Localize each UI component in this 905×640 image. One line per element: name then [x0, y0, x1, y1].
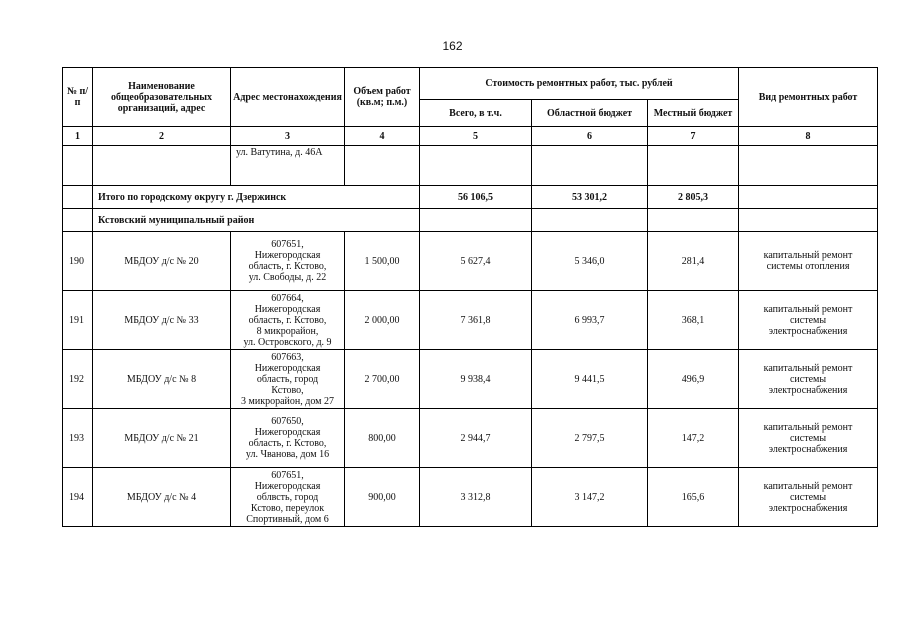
cost-total: 2 944,7: [420, 409, 532, 468]
total-local: 2 805,3: [648, 186, 739, 209]
table-row: [63, 291, 878, 350]
table-row: [63, 350, 878, 409]
cost-regional: 3 147,2: [532, 468, 648, 527]
cost-regional: 5 346,0: [532, 232, 648, 291]
header-cost-group: Стоимость ремонтных работ, тыс. рублей: [420, 68, 739, 100]
work-volume: 900,00: [345, 468, 420, 527]
header-total: Всего, в т.ч.: [420, 100, 532, 127]
total-regional: 53 301,2: [532, 186, 648, 209]
district-label: Кстовский муниципальный район: [93, 209, 420, 232]
continuation-address: ул. Ватутина, д. 46А: [231, 146, 345, 186]
header-num: № п/п: [63, 68, 93, 127]
work-cell: капитальный ремонт системы электроснабжения: [739, 350, 878, 409]
col-number: 3: [231, 127, 345, 146]
org-name: МБДОУ д/с № 4: [93, 468, 231, 527]
address-cell: 607663, Нижегородская область, город Кстово, 3 микрорайон, дом 27: [231, 350, 345, 409]
work-volume: 1 500,00: [345, 232, 420, 291]
cost-total: 7 361,8: [420, 291, 532, 350]
total-row: [63, 186, 878, 209]
cost-local: 496,9: [648, 350, 739, 409]
address-cell: 607651, Нижегородская облвсть, город Кстово, переулок Спортивный, дом 6: [231, 468, 345, 527]
org-name: МБДОУ д/с № 21: [93, 409, 231, 468]
work-cell: капитальный ремонт системы отопления: [739, 232, 878, 291]
address-cell: 607664, Нижегородская область, г. Кстово, 8 микрорайон, ул. Островского, д. 9: [231, 291, 345, 350]
table-row: [63, 468, 878, 527]
work-volume: 2 000,00: [345, 291, 420, 350]
total-label: Итого по городскому округу г. Дзержинск: [93, 186, 420, 209]
row-number: 192: [63, 350, 93, 409]
header-name: Наименование общеобразовательных организаций, адрес: [93, 68, 231, 127]
org-name: МБДОУ д/с № 33: [93, 291, 231, 350]
cost-regional: 6 993,7: [532, 291, 648, 350]
work-cell: капитальный ремонт системы электроснабжения: [739, 409, 878, 468]
cost-regional: 9 441,5: [532, 350, 648, 409]
data-rows: [63, 232, 878, 527]
col-number: 8: [739, 127, 878, 146]
district-row: [63, 209, 878, 232]
cost-total: 5 627,4: [420, 232, 532, 291]
org-name: МБДОУ д/с № 8: [93, 350, 231, 409]
header-work-type: Вид ремонтных работ: [739, 68, 878, 127]
cost-local: 165,6: [648, 468, 739, 527]
total-sum: 56 106,5: [420, 186, 532, 209]
work-cell: капитальный ремонт системы электроснабжения: [739, 468, 878, 527]
row-number: 194: [63, 468, 93, 527]
table-row: [63, 232, 878, 291]
work-volume: 2 700,00: [345, 350, 420, 409]
row-number: 191: [63, 291, 93, 350]
cost-local: 281,4: [648, 232, 739, 291]
column-number-row: [63, 127, 878, 146]
row-number: 193: [63, 409, 93, 468]
col-number: 6: [532, 127, 648, 146]
cost-local: 147,2: [648, 409, 739, 468]
col-number: 5: [420, 127, 532, 146]
header-row-top: [63, 68, 878, 100]
cost-local: 368,1: [648, 291, 739, 350]
work-volume: 800,00: [345, 409, 420, 468]
col-number: 4: [345, 127, 420, 146]
address-cell: 607650, Нижегородская область, г. Кстово, ул. Чванова, дом 16: [231, 409, 345, 468]
col-number: 2: [93, 127, 231, 146]
repair-works-table: [62, 67, 878, 527]
page-number: 162: [442, 39, 463, 53]
work-cell: капитальный ремонт системы электроснабжения: [739, 291, 878, 350]
cost-regional: 2 797,5: [532, 409, 648, 468]
table-row: [63, 409, 878, 468]
org-name: МБДОУ д/с № 20: [93, 232, 231, 291]
col-number: 1: [63, 127, 93, 146]
header-local: Местный бюджет: [648, 100, 739, 127]
col-number: 7: [648, 127, 739, 146]
header-address: Адрес местонахождения: [231, 68, 345, 127]
continuation-row: [63, 146, 878, 186]
cost-total: 9 938,4: [420, 350, 532, 409]
header-volume: Объем работ (кв.м; п.м.): [345, 68, 420, 127]
row-number: 190: [63, 232, 93, 291]
header-regional: Областной бюджет: [532, 100, 648, 127]
cost-total: 3 312,8: [420, 468, 532, 527]
address-cell: 607651, Нижегородская область, г. Кстово, ул. Свободы, д. 22: [231, 232, 345, 291]
